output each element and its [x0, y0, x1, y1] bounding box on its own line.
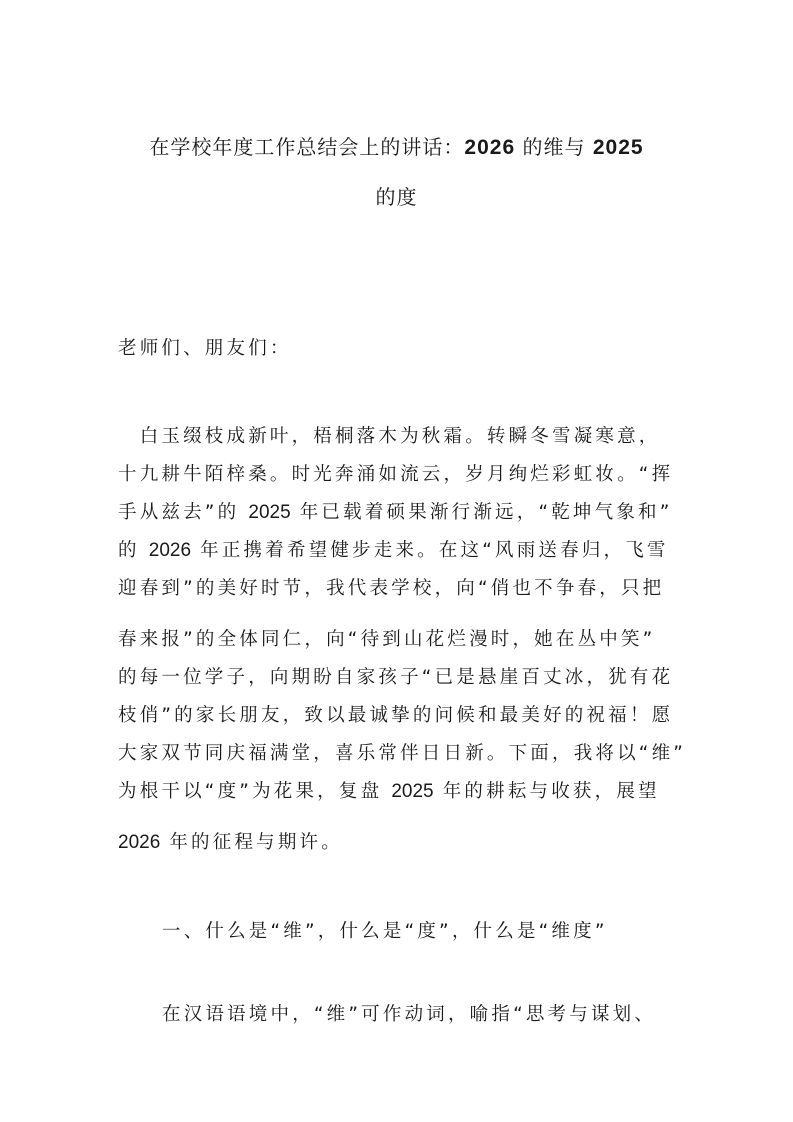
title-text: 在学校年度工作总结会上的讲话： [149, 135, 465, 159]
title-year-2025: 2025 [592, 136, 644, 159]
title-text: 的维与 [515, 135, 593, 159]
paragraph-line: 的每一位学子，向期盼自家孩子“已是悬崖百丈冰，犹有花 [118, 667, 674, 688]
paragraph-line: 手从兹去”的 2025 年已载着硕果渐行渐远，“乾坤气象和” [118, 502, 673, 523]
paragraph-line: 在汉语语境中，“维”可作动词，喻指“思考与谋划、 [162, 1004, 657, 1025]
paragraph-line: 大家双节同庆福满堂，喜乐常伴日日新。下面，我将以“维” [118, 743, 687, 764]
document-title-line-2: 的度 [375, 185, 418, 209]
section-heading: 一、什么是“维”，什么是“度”，什么是“维度” [162, 921, 608, 942]
paragraph-line: 白玉缀枝成新叶，梧桐落木为秋霜。转瞬冬雪凝寒意， [118, 426, 661, 447]
paragraph-line: 2026 年的征程与期许。 [118, 832, 343, 853]
paragraph-line: 十九耕牛陌梓桑。时光奔涌如流云，岁月绚烂彩虹妆。“挥 [118, 464, 674, 485]
paragraph-line: 春来报”的全体同仁，向“待到山花烂漫时，她在丛中笑” [118, 629, 656, 650]
salutation: 老师们、朋友们： [118, 338, 292, 359]
paragraph-line: 枝俏”的家长朋友，致以最诚挚的问候和最美好的祝福！愿 [118, 705, 674, 726]
paragraph-line: 为根干以“度”为花果，复盘 2025 年的耕耘与收获，展望 [118, 781, 660, 802]
paragraph-line: 的 2026 年正携着希望健步走来。在这“风雨送春归，飞雪 [118, 540, 669, 561]
title-year-2026: 2026 [464, 136, 516, 159]
document-title-line-1 [0, 131, 793, 160]
paragraph-line: 迎春到”的美好时节，我代表学校，向“俏也不争春，只把 [118, 578, 665, 599]
